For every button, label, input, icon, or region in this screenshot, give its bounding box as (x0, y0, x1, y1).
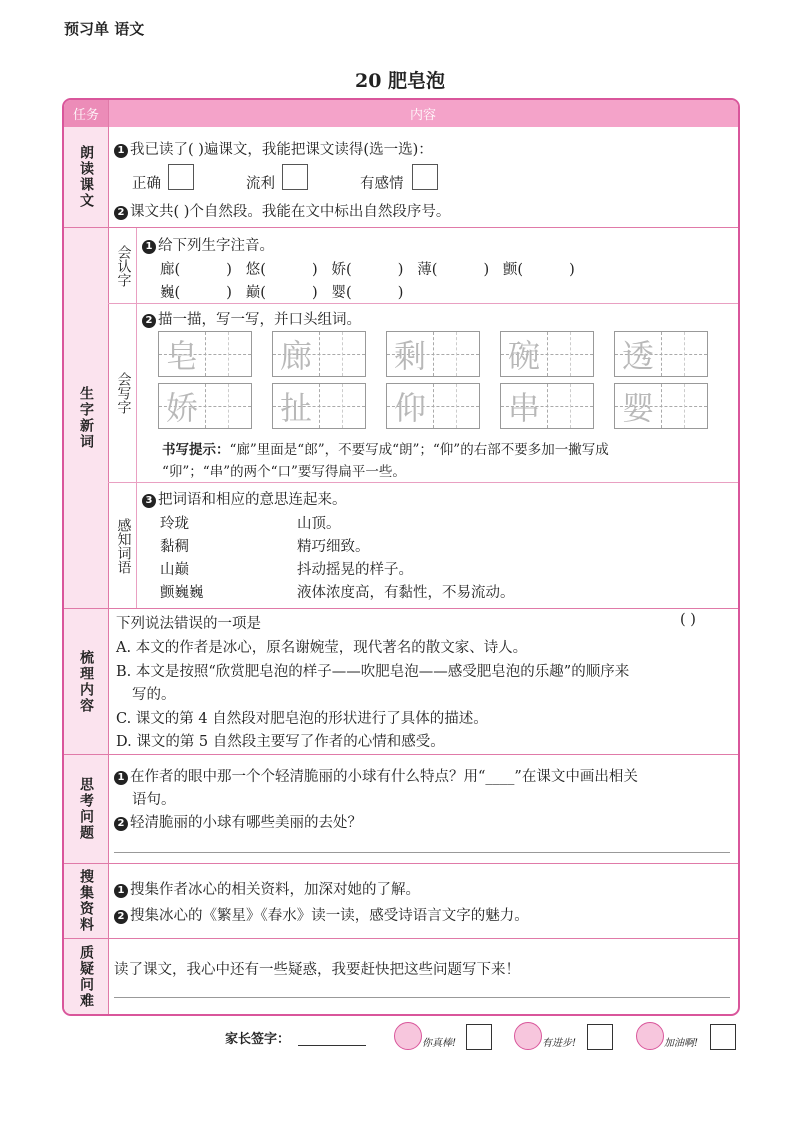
checkbox-correct[interactable] (168, 164, 194, 190)
answer-line[interactable] (114, 852, 730, 853)
section-label-question: 质疑问难 (64, 939, 108, 1014)
stamp-box-keep-going[interactable] (710, 1024, 736, 1050)
pinyin-row-2: 巍( ) 巅( ) 婴( ) (160, 285, 404, 301)
pinyin-row-1: 廊( ) 悠( ) 娇( ) 薄( ) 颤( ) (160, 262, 575, 278)
trace-character: 娇 (165, 389, 198, 427)
collect-task-1: 1 搜集作者冰心的相关资料，加深对她的了解。 (114, 878, 420, 899)
smiley-sunglasses-icon (394, 1022, 422, 1050)
sub-row-divider (108, 482, 738, 483)
think-question-2: 2 轻清脆丽的小球有哪些美丽的去处？ (114, 811, 362, 832)
choice-b: B. 本文是按照“欣赏肥皂泡的样子——吹肥皂泡——感受肥皂泡的乐趣”的顺序来 (116, 664, 630, 680)
writing-cell[interactable] (158, 331, 252, 377)
match-meaning[interactable]: 抖动摇晃的样子。 (297, 562, 413, 578)
smiley-sun-icon (514, 1022, 542, 1050)
match-meaning[interactable]: 山顶。 (297, 516, 341, 532)
match-word[interactable]: 玲珑 (160, 516, 189, 532)
answer-paren[interactable]: ( ) (680, 612, 696, 628)
match-word[interactable]: 颤巍巍 (160, 585, 204, 601)
think-question-1: 1 在作者的眼中那一个个轻清脆丽的小球有什么特点？用“____”在课文中画出相关 (114, 765, 638, 786)
answer-line[interactable] (114, 997, 730, 998)
writing-cell[interactable] (386, 383, 480, 429)
choice-d: D. 课文的第 5 自然段主要写了作者的心情和感受。 (116, 734, 445, 750)
trace-character: 碗 (507, 337, 540, 375)
signature-line[interactable] (298, 1045, 366, 1046)
trace-character: 透 (621, 337, 654, 375)
choice-c: C. 课文的第 4 自然段对肥皂泡的形状进行了具体的描述。 (116, 711, 488, 727)
header-label: 预习单 语文 (64, 20, 145, 38)
section-label-collect: 搜集资料 (64, 864, 108, 938)
choice-question: 下列说法错误的一项是 (116, 616, 261, 632)
section-label-read: 朗读课文 (64, 127, 108, 227)
trace-character: 剩 (393, 337, 426, 375)
read-question-1: 1 我已读了( )遍课文，我能把课文读得(选一选)： (114, 138, 433, 159)
stamp-box-great[interactable] (466, 1024, 492, 1050)
writing-cell[interactable] (614, 331, 708, 377)
option-correct: 正确 (132, 176, 161, 192)
pinyin-question: 1 给下列生字注音。 (142, 234, 274, 255)
task-column-header: 任务 (64, 100, 108, 127)
read-question-2: 2 课文共( )个自然段。我能在文中标出自然段序号。 (114, 200, 450, 221)
page-title: 20 肥皂泡 (354, 70, 446, 92)
writing-cell[interactable] (158, 383, 252, 429)
row-divider (64, 754, 738, 755)
match-question: 3 把词语和相应的意思连起来。 (142, 488, 347, 509)
sub-column-divider (136, 228, 137, 608)
write-question: 2 描一描，写一写，并口头组词。 (142, 308, 361, 329)
worksheet-table (62, 98, 740, 1016)
choice-b-cont: 写的。 (132, 687, 176, 703)
checkbox-fluent[interactable] (282, 164, 308, 190)
writing-tip-line-1: 书写提示：“廊”里面是“郎”，不要写成“朗”；“仰”的右部不要多加一撇写成 (162, 442, 609, 458)
trace-character: 廊 (279, 337, 312, 375)
option-fluent: 流利 (246, 176, 275, 192)
signature-label: 家长签字： (225, 1032, 291, 1047)
writing-cell[interactable] (272, 331, 366, 377)
column-divider (108, 100, 109, 1014)
trace-character: 皂 (165, 337, 198, 375)
sub-row-divider (108, 303, 738, 304)
writing-cell[interactable] (500, 331, 594, 377)
footer (0, 1020, 800, 1060)
trace-character: 婴 (621, 389, 654, 427)
trace-character: 串 (507, 389, 540, 427)
writing-cell[interactable] (500, 383, 594, 429)
match-meaning[interactable]: 精巧细致。 (297, 539, 370, 555)
sub-label-perceive: 感知词语 (115, 517, 132, 574)
section-label-think: 思考问题 (64, 755, 108, 863)
match-word[interactable]: 黏稠 (160, 539, 189, 555)
sub-label-write: 会写字 (115, 372, 132, 414)
think-question-1-cont: 语句。 (132, 792, 176, 808)
stamp-label: 加油啊! (664, 1038, 699, 1049)
choice-a: A. 本文的作者是冰心，原名谢婉莹，现代著名的散文家、诗人。 (116, 640, 528, 656)
sub-label-recognize: 会认字 (115, 244, 132, 287)
stamp-label: 你真棒! (422, 1038, 457, 1049)
content-column-header: 内容 (108, 100, 738, 127)
section-label-organize: 梳理内容 (64, 609, 108, 754)
option-expressive: 有感情 (360, 176, 404, 192)
writing-tip-line-2: “卯”；“串”的两个“口”要写得扁平一些。 (162, 464, 406, 480)
checkbox-expressive[interactable] (412, 164, 438, 190)
row-divider (64, 863, 738, 864)
section-label-new-words: 生字新词 (64, 228, 108, 608)
trace-character: 扯 (279, 389, 312, 427)
row-divider (64, 938, 738, 939)
collect-task-2: 2 搜集冰心的《繁星》《春水》读一读，感受诗语言文字的魅力。 (114, 904, 529, 925)
match-meaning[interactable]: 液体浓度高，有黏性，不易流动。 (297, 585, 515, 601)
row-divider (64, 608, 738, 609)
trace-character: 仰 (393, 389, 426, 427)
smiley-cheer-icon (636, 1022, 664, 1050)
question-prompt: 读了课文，我心中还有一些疑惑，我要赶快把这些问题写下来！ (114, 962, 520, 978)
writing-cell[interactable] (614, 383, 708, 429)
stamp-box-progress[interactable] (587, 1024, 613, 1050)
match-word[interactable]: 山巅 (160, 562, 189, 578)
writing-cell[interactable] (386, 331, 480, 377)
writing-cell[interactable] (272, 383, 366, 429)
row-divider (64, 227, 738, 228)
stamp-label: 有进步! (542, 1038, 577, 1049)
